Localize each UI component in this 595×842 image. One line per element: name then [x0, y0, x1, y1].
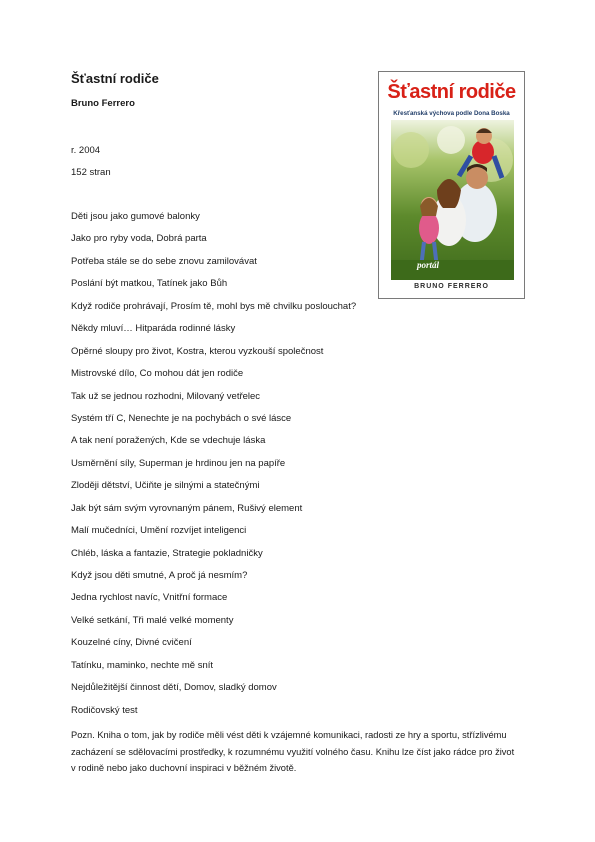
chapter-item: Rodičovský test	[71, 704, 138, 716]
chapter-item: Jak být sám svým vyrovnaným pánem, Rušivý element	[71, 502, 303, 514]
chapter-item: Chléb, láska a fantazie, Strategie pokladničky	[71, 547, 263, 559]
chapter-item: Malí mučedníci, Umění rozvíjet inteligenci	[71, 525, 247, 537]
chapter-item: Jako pro ryby voda, Dobrá parta	[71, 233, 207, 245]
book-cover-image	[378, 71, 525, 299]
cover-subtitle: Křesťanská výchova podle Dona Boska	[393, 110, 510, 117]
book-author: Bruno Ferrero	[71, 98, 135, 109]
chapter-item: Potřeba stále se do sebe znovu zamilovávat	[71, 255, 257, 267]
chapter-item: Tatínku, maminko, nechte mě snít	[71, 659, 214, 671]
cover-author: BRUNO FERRERO	[414, 283, 489, 290]
chapter-item: Poslání být matkou, Tatínek jako Bůh	[71, 278, 228, 290]
chapter-item: Děti jsou jako gumové balonky	[71, 211, 200, 222]
chapter-item: Opěrné sloupy pro život, Kostra, kterou vyzkouší společnost	[71, 345, 324, 357]
chapter-item: Kouzelné cíny, Divné cvičení	[71, 637, 192, 649]
book-annotation: Pozn. Kniha o tom, jak by rodiče měli vést děti k vzájemné komunikaci, radosti ze hry a sportu, střízlivému zacházení se sdělovacími prostředky, k rozumnému využití volného času. Knihu lze číst jako rádce pro život v rodině nebo jako duchovní inspiraci v běžném životě.	[71, 730, 515, 773]
family-photo	[391, 120, 514, 280]
chapter-item: Usměrnění síly, Superman je hrdinou jen na papíře	[71, 457, 286, 469]
publication-year: r. 2004	[71, 145, 101, 156]
chapter-item: Systém tří C, Nenechte je na pochybách o své lásce	[71, 412, 292, 424]
chapter-item: Jedna rychlost navíc, Vnitřní formace	[71, 592, 228, 604]
page-count: 152 stran	[71, 167, 111, 178]
chapter-item: Když jsou děti smutné, A proč já nesmím?	[71, 570, 248, 581]
chapter-item: Velké setkání, Tři malé velké momenty	[71, 614, 234, 626]
chapter-item: Tak už se jednou rozhodni, Milovaný vetřelec	[71, 390, 261, 402]
chapter-item: Nejdůležitější činnost dětí, Domov, sladký domov	[71, 682, 277, 694]
chapter-item: A tak není poražených, Kde se vdechuje láska	[71, 435, 266, 447]
chapter-item: Mistrovské dílo, Co mohou dát jen rodiče	[71, 368, 244, 380]
chapter-list	[71, 211, 356, 727]
cover-title: Šťastní rodiče	[387, 81, 516, 103]
publisher-logo: portál	[417, 260, 440, 270]
book-title: Šťastní rodiče	[71, 71, 159, 86]
chapter-item: Zloději dětství, Učiňte je silnými a statečnými	[71, 480, 260, 492]
chapter-item: Někdy mluví… Hitparáda rodinné lásky	[71, 323, 236, 335]
chapter-item: Když rodiče prohrávají, Prosím tě, mohl bys mě chvilku poslouchat?	[71, 300, 357, 312]
